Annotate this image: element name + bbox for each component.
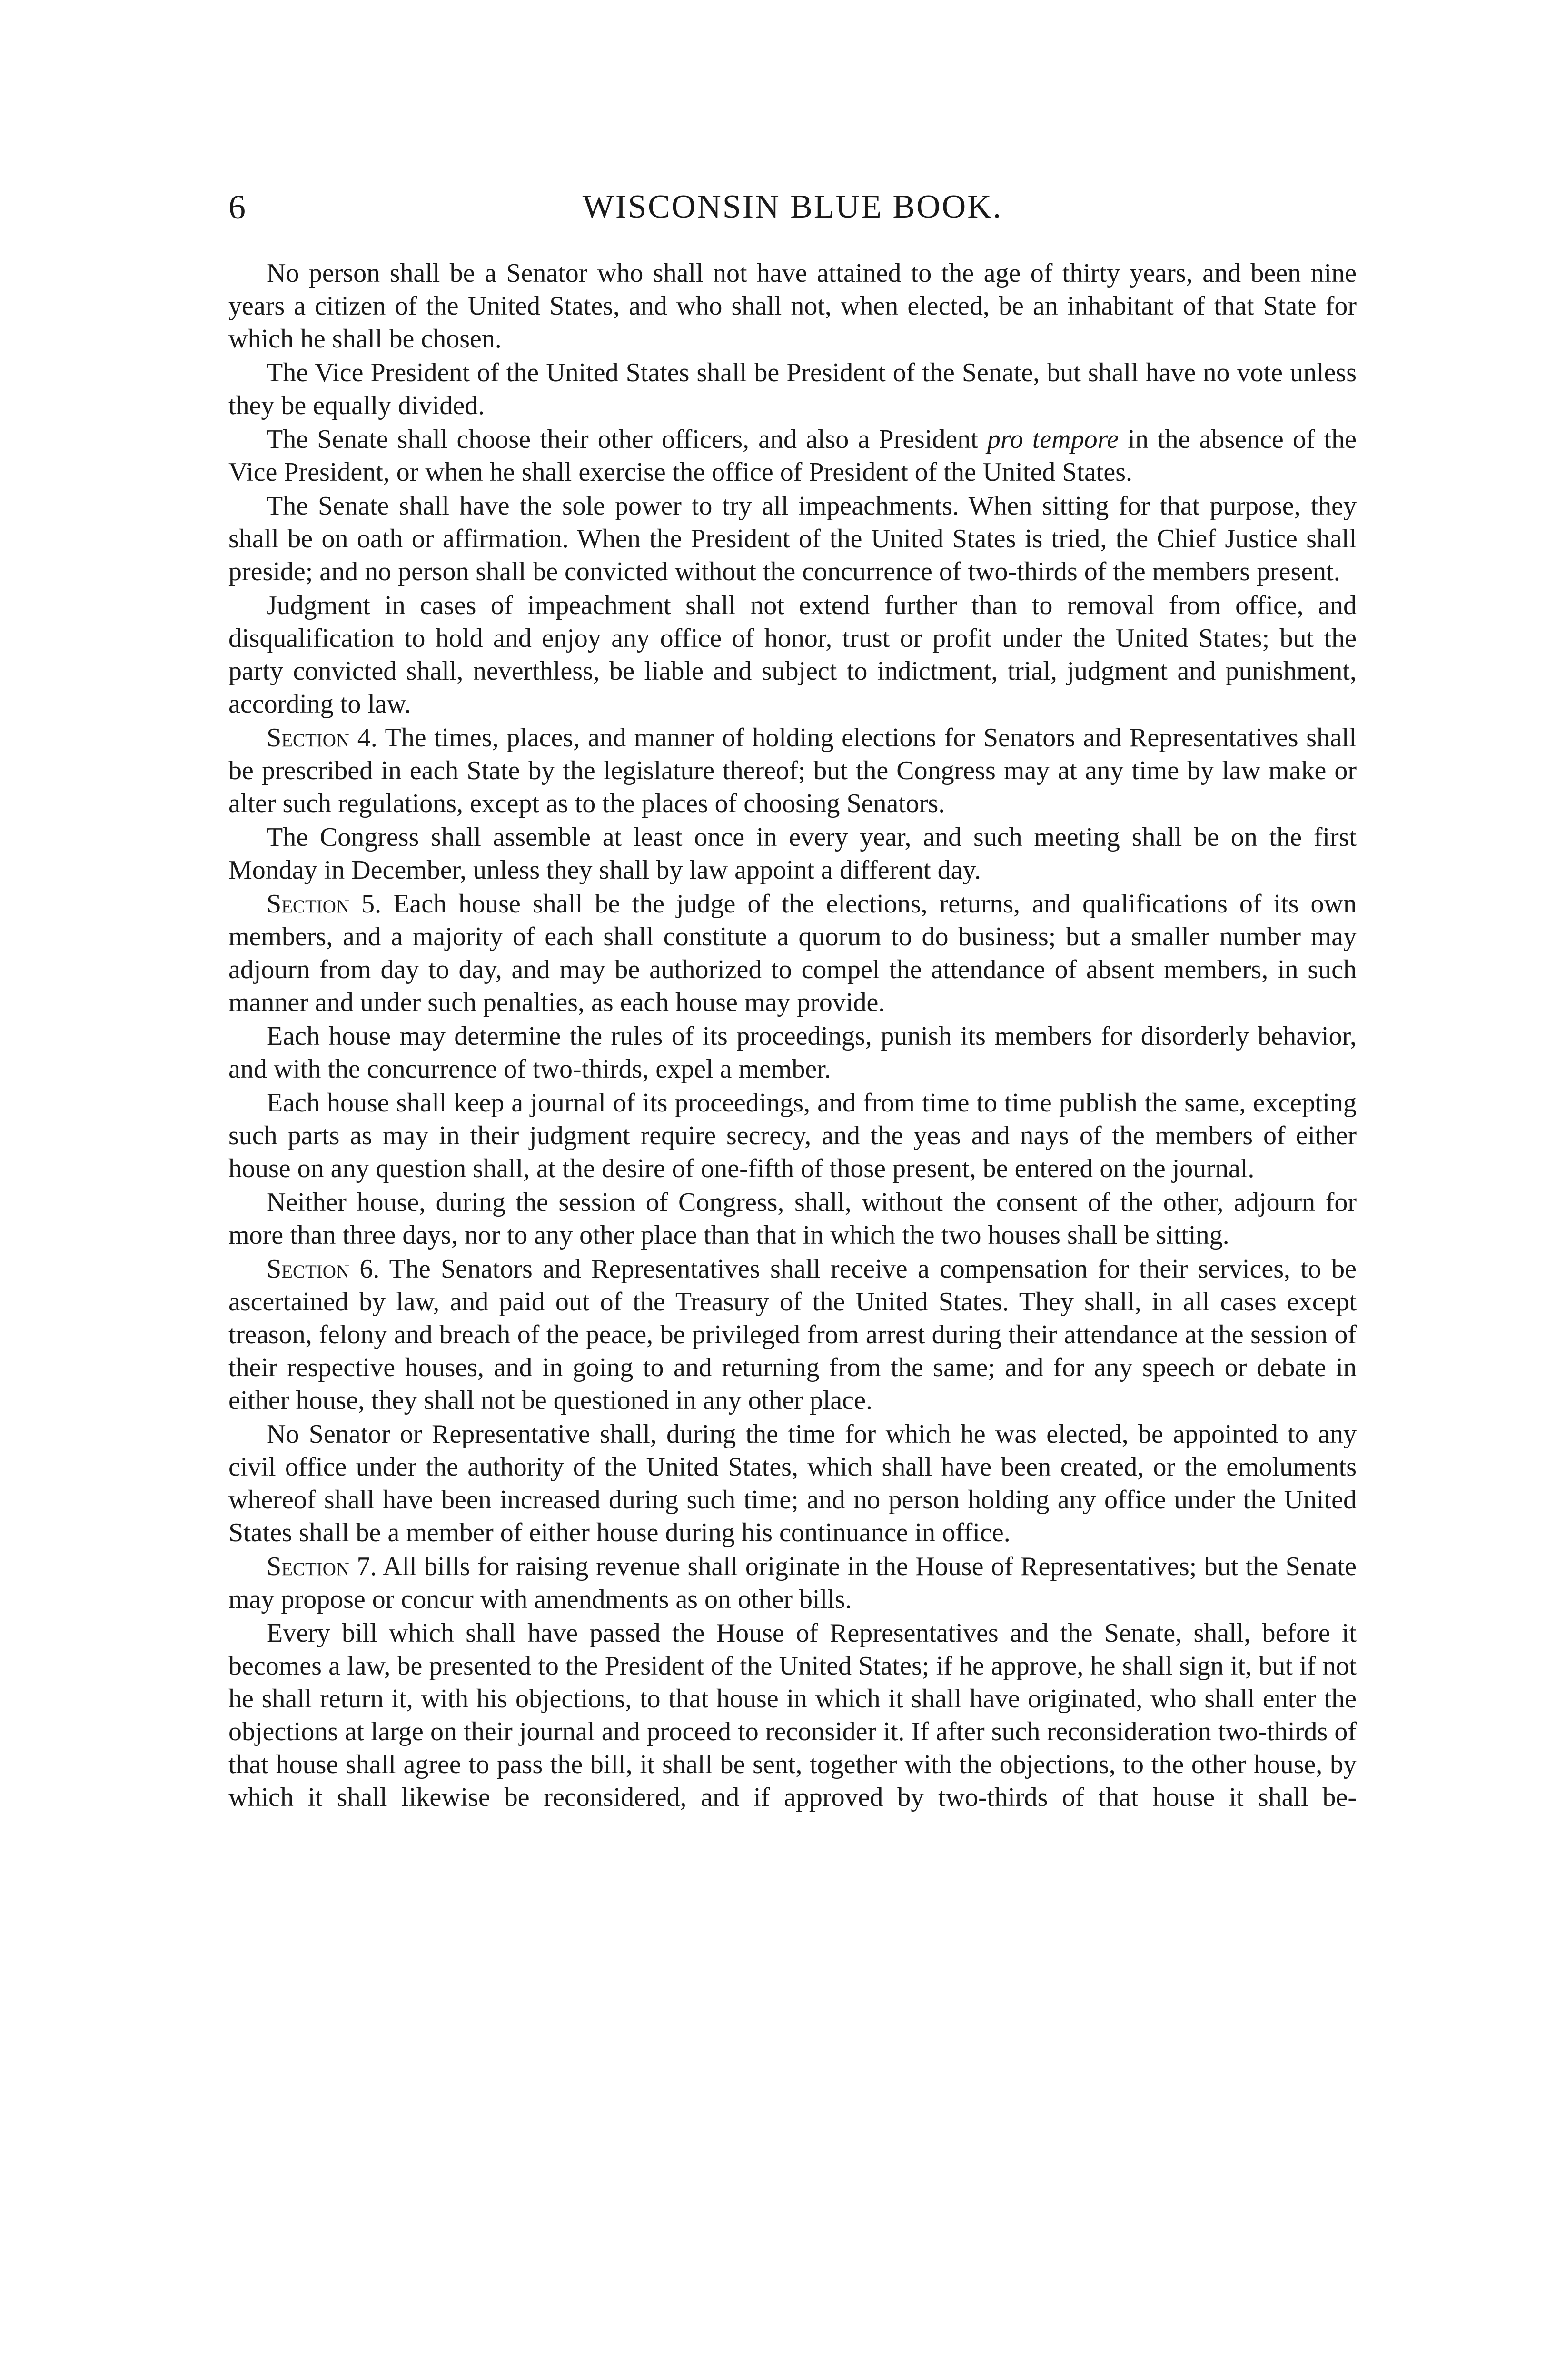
page-number: 6 (228, 188, 246, 226)
paragraph: The Congress shall assemble at least once in every year, and such meeting shall be on the first Monday in December, unless they shall by law appoint a different day. (228, 823, 1357, 885)
paragraph: The Senate shall have the sole power to try all impeachments. When sitting for that purpose, they shall be on oath or affirmation. When the President of the United States is tried, the Chief Justice shall preside; and no person shall be convicted without the concurrence of two-thirds of the members present. (228, 491, 1357, 586)
running-head-title: WISCONSIN BLUE BOOK. (582, 188, 1003, 225)
page-header (228, 181, 1357, 233)
italic-term: pro tempore (987, 425, 1119, 454)
paragraph: Neither house, during the session of Congress, shall, without the consent of the other, adjourn for more than three days, nor to any other place than that in which the two houses shall be sitting. (228, 1188, 1357, 1250)
section-label: Section 7. (267, 1552, 377, 1581)
section-label: Section 5. (267, 889, 382, 919)
paragraph: Each house may determine the rules of its proceedings, punish its members for disorderly behavior, and with the concurrence of two-thirds, expel a member. (228, 1021, 1357, 1084)
section-paragraph: Section 6. The Senators and Representatives shall receive a compensation for their services, to be ascertained by law, and paid out of the Treasury of the United States. They shall, in all cases except treason, felony and breach of the peace, be privileged from arrest during their attendance at the session of their respective houses, and in going to and returning from the same; and for any speech or debate in either house, they shall not be questioned in any other place. (228, 1254, 1357, 1415)
section-paragraph: Section 5. Each house shall be the judge of the elections, returns, and qualifications of its own members, and a majority of each shall constitute a quorum to do business; but a smaller number may adjourn from day to day, and may be authorized to compel the attendance of absent members, in such manner and under such penalties, as each house may provide. (228, 889, 1357, 1017)
body-text (228, 257, 1357, 1815)
paragraph: The Senate shall choose their other officers, and also a President pro tempore in the absence of the Vice President, or when he shall exercise the office of President of the United States. (228, 425, 1357, 487)
section-label: Section 4. (267, 723, 377, 753)
paragraph: Judgment in cases of impeachment shall not extend further than to removal from office, and disqualification to hold and enjoy any office of honor, trust or profit under the United States; but the party convicted shall, neverthless, be liable and subject to indictment, trial, judgment and punishment, according to law. (228, 591, 1357, 719)
section-label: Section 6. (267, 1254, 380, 1284)
paragraph: Every bill which shall have passed the House of Representatives and the Senate, shall, before it becomes a law, be presented to the President of the United States; if he approve, he shall sign it, but if not he shall return it, with his objections, to that house in which it shall have originated, who shall enter the objections at large on their journal and proceed to reconsider it. If after such reconsideration two-thirds of that house shall agree to pass the bill, it shall be sent, together with the objections, to the other house, by which it shall likewise be reconsidered, and if approved by two-thirds of that house it shall be- (228, 1618, 1357, 1812)
section-paragraph: Section 7. All bills for raising revenue shall originate in the House of Representatives; but the Senate may propose or concur with amendments as on other bills. (228, 1552, 1357, 1614)
paragraph: Each house shall keep a journal of its proceedings, and from time to time publish the same, excepting such parts as may in their judgment require secrecy, and the yeas and nays of the members of either house on any question shall, at the desire of one-fifth of those present, be entered on the journal. (228, 1088, 1357, 1183)
paragraph: The Vice President of the United States shall be President of the Senate, but shall have no vote unless they be equally divided. (228, 358, 1357, 420)
section-paragraph: Section 4. The times, places, and manner of holding elections for Senators and Representatives shall be prescribed in each State by the legislature thereof; but the Congress may at any time by law make or alter such regulations, except as to the places of choosing Senators. (228, 723, 1357, 818)
paragraph: No person shall be a Senator who shall not have attained to the age of thirty years, and been nine years a citizen of the United States, and who shall not, when elected, be an inhabitant of that State for which he shall be chosen. (228, 258, 1357, 354)
paragraph: No Senator or Representative shall, during the time for which he was elected, be appointed to any civil office under the authority of the United States, which shall have been created, or the emoluments whereof shall have been increased during such time; and no person holding any office under the United States shall be a member of either house during his continuance in office. (228, 1419, 1357, 1547)
